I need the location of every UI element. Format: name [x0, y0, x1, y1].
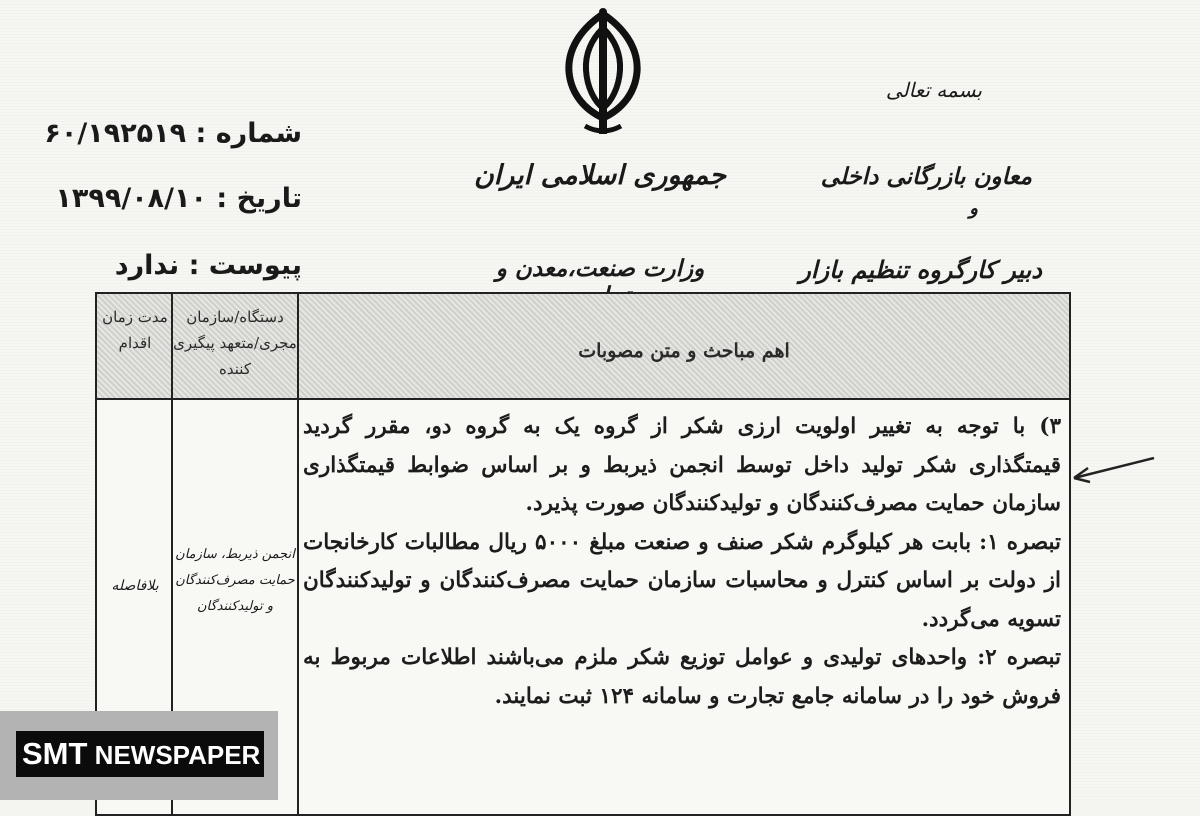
- column-divider: [297, 294, 299, 814]
- addressee-line-2: و: [969, 198, 978, 219]
- republic-title: جمهوری اسلامی ایران: [473, 160, 727, 191]
- header-timeframe: مدت زمان اقدام: [102, 308, 168, 352]
- responsible-organization: انجمن ذیربط، سازمان حمایت مصرف‌کنندگان و تولیدکنندگان: [175, 547, 295, 614]
- ministry-title: وزارت صنعت،معدن و: [495, 255, 705, 282]
- addressee-line-3: دبیر کارگروه تنظیم بازار: [799, 255, 1042, 284]
- action-timeframe: بلافاصله: [111, 578, 159, 594]
- invocation: بسمه تعالی: [885, 78, 982, 102]
- addressee-line-1: معاون بازرگانی داخلی: [820, 163, 1032, 190]
- letter-attachment: پیوست : ندارد: [114, 250, 302, 281]
- resolution-paragraph: ۳) با توجه به تغییر اولویت ارزی شکر از گروه یک به گروه دو، مقرر گردید قیمتگذاری شکر تولید داخل توسط انجمن ذیربط و بر اساس ضوابط قیمتگذاری سازمان حمایت مصرف‌کنندگان و تولیدکنندگان صورت پذیرد.: [303, 414, 1061, 516]
- note-2: تبصره ۲: واحدهای تولیدی و عوامل توزیع شکر ملزم می‌باشند اطلاعات مربوط به فروش خود را در سامانه جامع تجارت و سامانه ۱۲۴ ثبت نمایند.: [303, 645, 1062, 709]
- iran-emblem-icon: [555, 6, 651, 138]
- logo-part-1: SMT: [22, 736, 88, 771]
- header-divider: [97, 398, 1069, 400]
- note-1: تبصره ۱: بابت هر کیلوگرم شکر صنف و صنعت مبلغ ۵۰۰۰ ریال مطالبات کارخانجات از دولت بر اساس کنترل و محاسبات سازمان حمایت مصرف‌کنندگان و تولیدکنندگان تسویه می‌گردد.: [303, 529, 1061, 632]
- letter-date: تاریخ : ۱۳۹۹/۰۸/۱۰: [55, 183, 302, 214]
- resolution-text: [303, 408, 1061, 716]
- smt-newspaper-logo: [16, 731, 264, 777]
- handwritten-arrow-icon: [1068, 450, 1158, 490]
- header-organization: دستگاه/سازمان مجری/متعهد پیگیری کننده: [173, 308, 297, 378]
- logo-part-2: NEWSPAPER: [94, 740, 261, 770]
- header-resolutions: اهم مباحث و متن مصوبات: [578, 340, 790, 362]
- letter-number: شماره : ۶۰/۱۹۲۵۱۹: [44, 118, 302, 149]
